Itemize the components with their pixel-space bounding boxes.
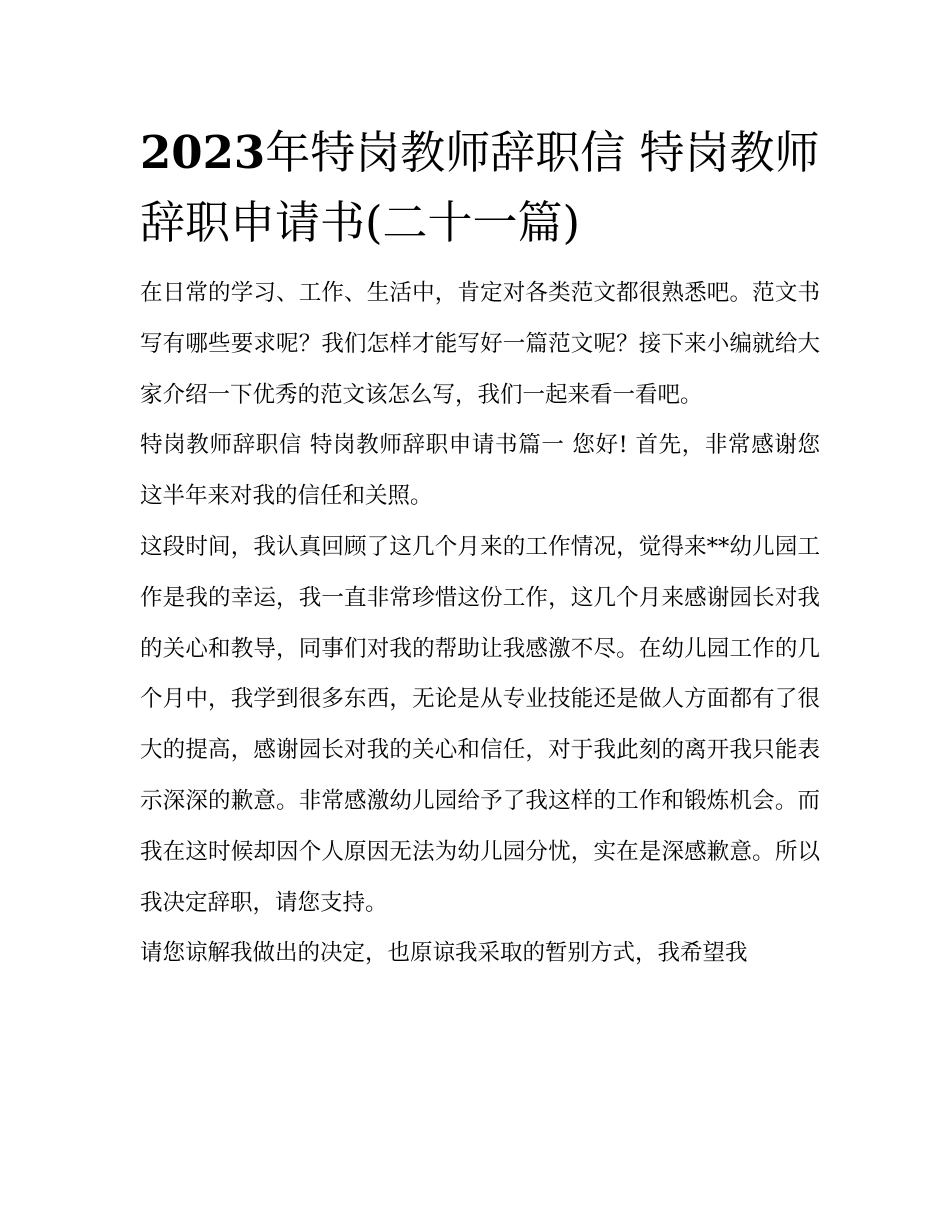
paragraph-main: 这段时间，我认真回顾了这几个月来的工作情况，觉得来**幼儿园工作是我的幸运，我一直非常珍惜这份工作，这几个月来感谢园长对我的关心和教导，同事们对我的帮助让我感激不尽。在幼儿园工作的几个月中，我学到很多东西，无论是从专业技能还是做人方面都有了很大的提高，感谢园长对我的关心和信任，对于我此刻的离开我只能表示深深的歉意。非常感激幼儿园给予了我这样的工作和锻炼机会。而我在这时候却因个人原因无法为幼儿园分忧，实在是深感歉意。所以我决定辞职，请您支持。 xyxy=(140,533,820,916)
paragraph-closing: 请您谅解我做出的决定，也原谅我采取的暂别方式，我希望我 xyxy=(140,940,748,967)
title-text: 年特岗教师辞职信 特岗教师辞职申请书(二十一篇) xyxy=(140,126,820,249)
document-title xyxy=(140,118,820,258)
document-body xyxy=(140,118,820,979)
paragraph-greeting: 特岗教师辞职信 特岗教师辞职申请书篇一 您好! 首先，非常感谢您这半年来对我的信任和关照。 xyxy=(140,432,820,510)
paragraph-intro: 在日常的学习、工作、生活中，肯定对各类范文都很熟悉吧。范文书写有哪些要求呢？我们怎样才能写好一篇范文呢？接下来小编就给大家介绍一下优秀的范文该怎么写，我们一起来看一看吧。 xyxy=(140,280,820,408)
title-year: 2023 xyxy=(140,126,266,179)
